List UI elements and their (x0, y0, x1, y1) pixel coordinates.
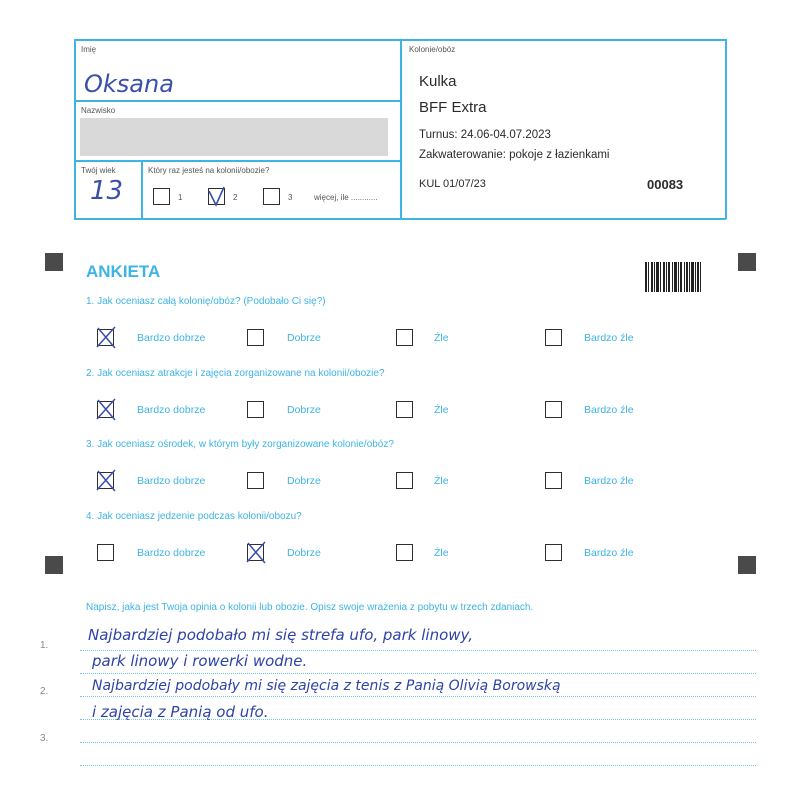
question-1-option-label: Bardzo źle (584, 332, 634, 344)
question-2-text: 2. Jak oceniasz atrakcje i zajęcia zorganizowane na kolonii/obozie? (86, 368, 385, 379)
question-4-checkbox-1[interactable] (97, 544, 114, 561)
answer-line (80, 650, 756, 651)
times-option-2: 2 (233, 193, 238, 202)
registration-marker-bottom-left (45, 556, 63, 574)
question-4-text: 4. Jak oceniasz jedzenie podczas kolonii/obozu? (86, 511, 302, 522)
times-checkbox-1[interactable] (153, 188, 170, 205)
question-1-option-label: Dobrze (287, 332, 321, 344)
question-2-option-label: Bardzo źle (584, 404, 634, 416)
age-label: Twój wiek (81, 166, 116, 175)
line-number-2: 2. (40, 686, 49, 697)
barcode-icon (645, 262, 701, 292)
question-1-checkbox-2[interactable] (247, 329, 264, 346)
registration-marker-bottom-right (738, 556, 756, 574)
surname-label: Nazwisko (81, 106, 116, 115)
camp-label: Kolonie/obóz (409, 45, 456, 54)
answer-line (80, 673, 756, 674)
question-3-checkbox-1[interactable] (97, 472, 114, 489)
name-value[interactable]: Oksana (84, 70, 174, 98)
answer-line (80, 696, 756, 697)
question-3-text: 3. Jak oceniasz ośrodek, w którym były zorganizowane kolonie/obóz? (86, 439, 394, 450)
times-option-3: 3 (288, 193, 293, 202)
answer-line (80, 765, 756, 766)
times-label: Który raz jesteś na kolonii/obozie? (148, 166, 270, 175)
times-more-label: więcej, ile ............ (314, 193, 378, 202)
question-4-option-label: Bardzo dobrze (137, 547, 206, 559)
question-3-option-label: Bardzo źle (584, 475, 634, 487)
cross-mark-icon (245, 541, 269, 565)
camp-code: KUL 01/07/23 (419, 178, 486, 190)
camp-name: Kulka (419, 73, 457, 90)
question-2-option-label: Źle (434, 404, 449, 416)
cross-mark-icon (95, 469, 119, 493)
survey-title: ANKIETA (86, 262, 161, 281)
question-1-checkbox-4[interactable] (545, 329, 562, 346)
question-4-checkbox-3[interactable] (396, 544, 413, 561)
question-1-option-label: Bardzo dobrze (137, 332, 206, 344)
question-1-checkbox-1[interactable] (97, 329, 114, 346)
name-label: Imię (81, 45, 97, 54)
question-4-checkbox-2[interactable] (247, 544, 264, 561)
check-mark-icon (206, 185, 230, 209)
camp-variant: BFF Extra (419, 99, 487, 116)
question-2-option-label: Bardzo dobrze (137, 404, 206, 416)
question-4-option-label: Dobrze (287, 547, 321, 559)
question-3-option-label: Bardzo dobrze (137, 475, 206, 487)
answer-text-1[interactable]: Najbardziej podobało mi się strefa ufo, park linowy, (88, 626, 474, 644)
question-4-checkbox-4[interactable] (545, 544, 562, 561)
accommodation-text: Zakwaterowanie: pokoje z łazienkami (419, 149, 610, 161)
question-2-checkbox-2[interactable] (247, 401, 264, 418)
question-1-option-label: Źle (434, 332, 449, 344)
question-1-checkbox-3[interactable] (396, 329, 413, 346)
question-3-checkbox-2[interactable] (247, 472, 264, 489)
surname-redacted-field[interactable] (80, 118, 388, 156)
question-3-option-label: Źle (434, 475, 449, 487)
question-3-option-label: Dobrze (287, 475, 321, 487)
answer-line (80, 742, 756, 743)
question-2-checkbox-1[interactable] (97, 401, 114, 418)
answer-text-4[interactable]: i zajęcia z Panią od ufo. (92, 703, 269, 721)
line-number-1: 1. (40, 640, 49, 651)
question-2-checkbox-3[interactable] (396, 401, 413, 418)
times-checkbox-3[interactable] (263, 188, 280, 205)
line-number-3: 3. (40, 733, 49, 744)
question-4-option-label: Bardzo źle (584, 547, 634, 559)
question-3-checkbox-3[interactable] (396, 472, 413, 489)
answer-text-3[interactable]: Najbardziej podobały mi się zajęcia z tenis z Panią Olivią Borowską (92, 678, 561, 694)
answer-text-2[interactable]: park linowy i rowerki wodne. (92, 652, 308, 670)
question-1-text: 1. Jak oceniasz całą kolonię/obóz? (Podobało Ci się?) (86, 296, 326, 307)
question-3-checkbox-4[interactable] (545, 472, 562, 489)
form-number: 00083 (647, 177, 684, 192)
question-4-option-label: Źle (434, 547, 449, 559)
cross-mark-icon (95, 398, 119, 422)
times-checkbox-2[interactable] (208, 188, 225, 205)
question-2-checkbox-4[interactable] (545, 401, 562, 418)
registration-marker-top-right (738, 253, 756, 271)
opinion-prompt: Napisz, jaka jest Twoja opinia o kolonii lub obozie. Opisz swoje wrażenia z pobytu w trzech zdaniach. (86, 602, 534, 613)
times-option-1: 1 (178, 193, 183, 202)
question-2-option-label: Dobrze (287, 404, 321, 416)
registration-marker-top-left (45, 253, 63, 271)
cross-mark-icon (95, 326, 119, 350)
turnus-text: Turnus: 24.06-04.07.2023 (419, 129, 551, 141)
age-value[interactable]: 13 (90, 176, 124, 206)
